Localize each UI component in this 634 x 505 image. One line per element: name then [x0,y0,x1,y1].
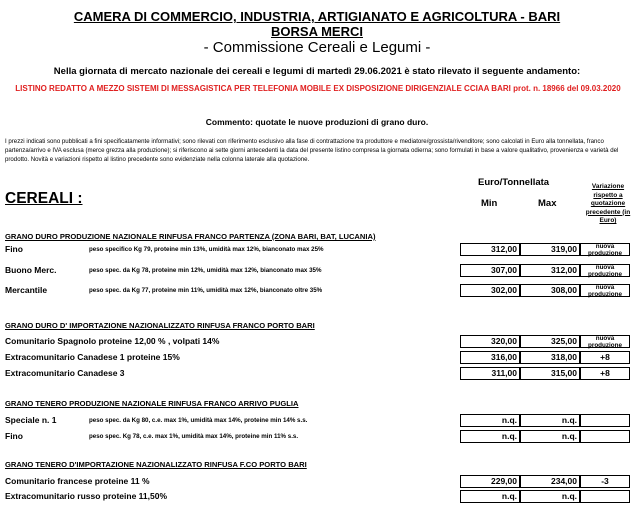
section-title: GRANO DURO D' IMPORTAZIONE NAZIONALIZZATO RINFUSA FRANCO PORTO BARI [5,321,315,330]
cell-min: n.q. [460,414,520,427]
header-commission: - Commissione Cereali e Legumi - [203,39,431,56]
cell-min: n.q. [460,430,520,443]
cell-max: 319,00 [520,243,580,256]
disclaimer-text: I prezzi indicati sono pubblicati a fini specificatamente informativi; sono rilevati con riferimento esclusivo alla fase di contrattazione tra produttore e mediatore/grossista/rivenditore; sono calcolati in Euro alla tonnellata, franco partenza/arrivo e IVA esclusa (merce grezza alla produzione); si riferiscono ai sette giorni antecedenti la data del presente listino compresa la giornata odierna; sono formulati in base a valore qualitativo, provenienza e varietà del prodotto. Novità e variazioni rispetto al listino precedente sono evidenziate nella colonna laterale alla quotazione. [5,138,619,163]
cell-max: n.q. [520,490,580,503]
cell-variation: nuova produzione [580,264,630,277]
cell-variation: nuova produzione [580,243,630,256]
intro-text: Nella giornata di mercato nazionale dei cereali e legumi di martedì 29.06.2021 è stato rilevato il seguente andamento: [53,66,581,77]
section-title: GRANO TENERO D'IMPORTAZIONE NAZIONALIZZATO RINFUSA F.CO PORTO BARI [5,460,307,469]
row-name: Extracomunitario russo proteine 11,50% [5,491,168,501]
row-name: Speciale n. 1 [5,415,57,425]
cell-variation: +8 [580,351,630,364]
row-name: Comunitario francese proteine 11 % [5,476,150,486]
cell-max: n.q. [520,430,580,443]
row-name: Fino [5,431,23,441]
category-title: CEREALI : [5,190,83,207]
row-desc: peso spec. da Kg 78, proteine min 12%, umidità max 12%, bianconato max 35% [89,267,322,274]
notice-text: LISTINO REDATTO A MEZZO SISTEMI DI MESSAGISTICA PER TELEFONIA MOBILE EX DISPOSIZIONE DIRIGENZIALE CCIAA BARI prot. n. 18966 del 09.03.2020 [15,84,621,93]
cell-max: 308,00 [520,284,580,297]
cell-variation: nuova produzione [580,284,630,297]
row-name: Extracomunitario Canadese 1 proteine 15% [5,352,180,362]
row-name: Extracomunitario Canadese 3 [5,368,125,378]
row-desc: peso spec. da Kg 77, proteine min 11%, umidità max 12%, bianconato oltre 35% [89,287,323,294]
row-desc: peso spec. da Kg 80, c.e. max 1%, umidità max 14%, proteine min 14% s.s. [89,417,308,424]
header-title: CAMERA DI COMMERCIO, INDUSTRIA, ARTIGIANATO E AGRICOLTURA - BARI [73,9,561,24]
max-header: Max [538,198,557,209]
cell-min: 302,00 [460,284,520,297]
cell-min: 307,00 [460,264,520,277]
cell-min: 320,00 [460,335,520,348]
comment-text: Commento: quotate le nuove produzioni di grano duro. [205,117,429,127]
cell-max: 312,00 [520,264,580,277]
section-title: GRANO TENERO PRODUZIONE NAZIONALE RINFUSA FRANCO ARRIVO PUGLIA [5,399,299,408]
min-header: Min [481,198,498,209]
cell-variation [580,414,630,427]
cell-min: 229,00 [460,475,520,488]
row-desc: peso spec. Kg 78, c.e. max 1%, umidità max 14%, proteine min 11% s.s. [89,433,299,440]
unit-header: Euro/Tonnellata [478,177,550,188]
cell-min: 316,00 [460,351,520,364]
cell-min: 312,00 [460,243,520,256]
cell-variation [580,430,630,443]
header-subtitle: BORSA MERCI [271,24,363,39]
cell-max: 234,00 [520,475,580,488]
row-name: Buono Merc. [5,265,57,275]
cell-max: 318,00 [520,351,580,364]
cell-min: n.q. [460,490,520,503]
cell-variation [580,490,630,503]
cell-variation: -3 [580,475,630,488]
cell-max: 325,00 [520,335,580,348]
row-name: Comunitario Spagnolo proteine 12,00 % , volpati 14% [5,336,220,346]
cell-variation: +8 [580,367,630,380]
variation-header: Variazione rispetto a quotazione precedente (in Euro) [585,183,631,224]
cell-max: 315,00 [520,367,580,380]
row-name: Fino [5,244,23,254]
row-name: Mercantile [5,285,48,295]
cell-min: 311,00 [460,367,520,380]
section-title: GRANO DURO PRODUZIONE NAZIONALE RINFUSA FRANCO PARTENZA (ZONA BARI, BAT, LUCANIA) [5,232,376,241]
cell-max: n.q. [520,414,580,427]
cell-variation: nuova produzione [580,335,630,348]
row-desc: peso specifico Kg 79, proteine min 13%, umidità max 12%, bianconato max 25% [89,246,324,253]
